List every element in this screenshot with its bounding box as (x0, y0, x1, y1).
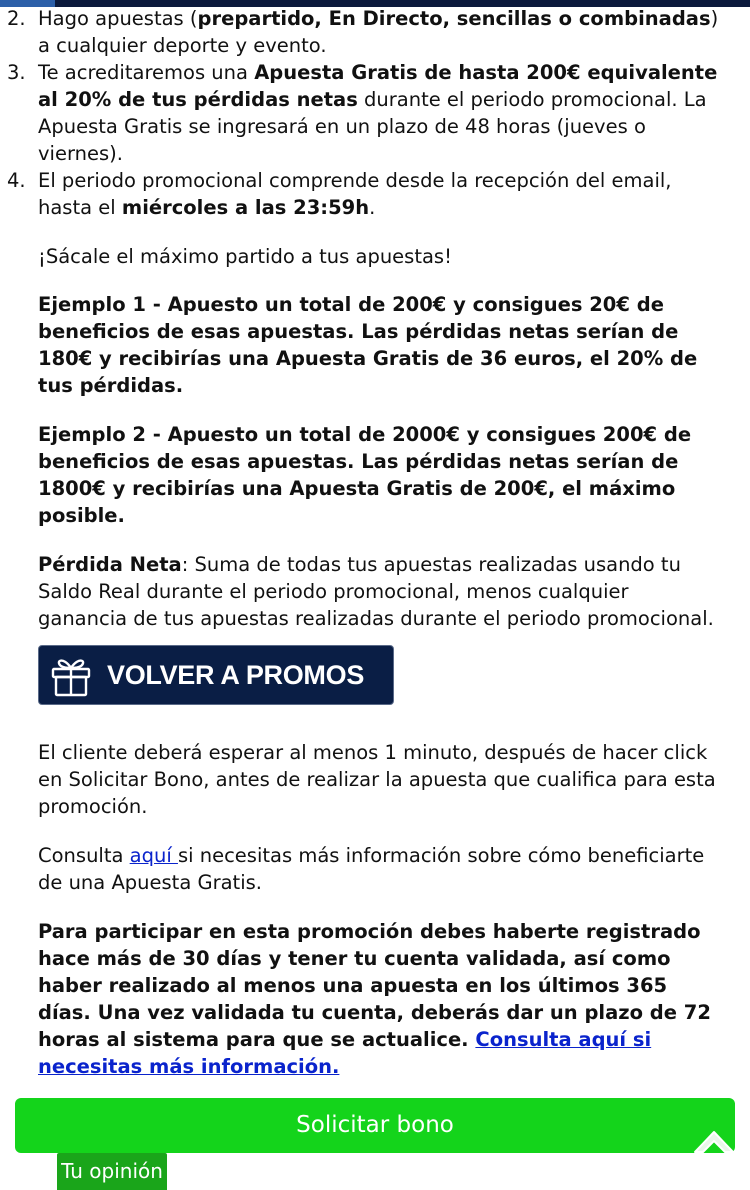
list-item (7, 59, 750, 167)
step-text: ) a cualquier deporte y evento. (38, 7, 719, 57)
back-to-promos-button[interactable] (38, 645, 394, 705)
net-loss-definition (38, 551, 722, 632)
promo-terms-content (0, 5, 750, 632)
step-number: 3. (7, 61, 26, 84)
more-info-link[interactable]: Consulta aquí si necesitas más información. (38, 1028, 652, 1078)
step-highlight: Apuesta Gratis de hasta 200€ equivalente al 20% de tus pérdidas netas (38, 61, 718, 111)
net-loss-term: Pérdida Neta (38, 553, 182, 576)
step-text: El periodo promocional comprende desde la recepción del email, hasta el (38, 169, 672, 219)
terms-steps-list (0, 5, 750, 221)
step-highlight: miércoles a las 23:59h (121, 196, 370, 219)
net-loss-text: : Suma de todas tus apuestas realizadas usando tu Saldo Real durante el periodo promocional, menos cualquier ganancia de tus apuestas realizadas durante el periodo promocional. (38, 553, 714, 630)
consult-info (38, 842, 722, 896)
feedback-tab[interactable]: Tu opinión (57, 1153, 167, 1190)
list-item (7, 5, 750, 59)
requirements-text: Para participar en esta promoción debes haberte registrado hace más de 30 días y tener tu cuenta validada, así como haber realizado al menos una apuesta en los últimos 365 días. Una vez validada tu cuenta, deberás dar un plazo de 72 horas al sistema para que se actualice. (38, 920, 711, 1051)
participation-requirements (38, 918, 722, 1080)
consult-text: Consulta (38, 844, 130, 867)
consult-text: si necesitas más información sobre cómo beneficiarte de una Apuesta Gratis. (38, 844, 705, 894)
step-text: Te acreditaremos una (38, 61, 255, 84)
tagline: ¡Sácale el máximo partido a tus apuestas! (38, 245, 452, 268)
consult-here-link[interactable]: aquí (129, 844, 178, 867)
step-text: . (369, 196, 376, 219)
scroll-to-top-icon[interactable] (692, 1127, 736, 1157)
list-item (7, 167, 750, 221)
step-number: 4. (7, 169, 26, 192)
gift-icon (49, 652, 93, 698)
request-bonus-button[interactable]: Solicitar bono (15, 1098, 735, 1153)
back-to-promos-label: VOLVER A PROMOS (107, 659, 365, 690)
example-1: Ejemplo 1 - Apuesto un total de 200€ y consigues 20€ de beneficios de esas apuestas. Las pérdidas netas serían de 180€ y recibirías una Apuesta Gratis de 36 euros, el 20% de tus pérdidas. (38, 293, 698, 397)
after-button-content (0, 739, 750, 1080)
step-text: durante el periodo promocional. La Apuesta Gratis se ingresará en un plazo de 48 horas (jueves o viernes). (38, 88, 707, 165)
step-number: 2. (7, 7, 26, 30)
step-text: Hago apuestas ( (38, 7, 198, 30)
example-2: Ejemplo 2 - Apuesto un total de 2000€ y consigues 200€ de beneficios de esas apuestas. Las pérdidas netas serían de 1800€ y recibirías una Apuesta Gratis de 200€, el máximo posible. (38, 423, 692, 527)
step-highlight: prepartido, En Directo, sencillas o combinadas (197, 7, 711, 30)
wait-notice: El cliente deberá esperar al menos 1 minuto, después de hacer click en Solicitar Bono, antes de realizar la apuesta que cualifica para esta promoción. (38, 741, 716, 818)
